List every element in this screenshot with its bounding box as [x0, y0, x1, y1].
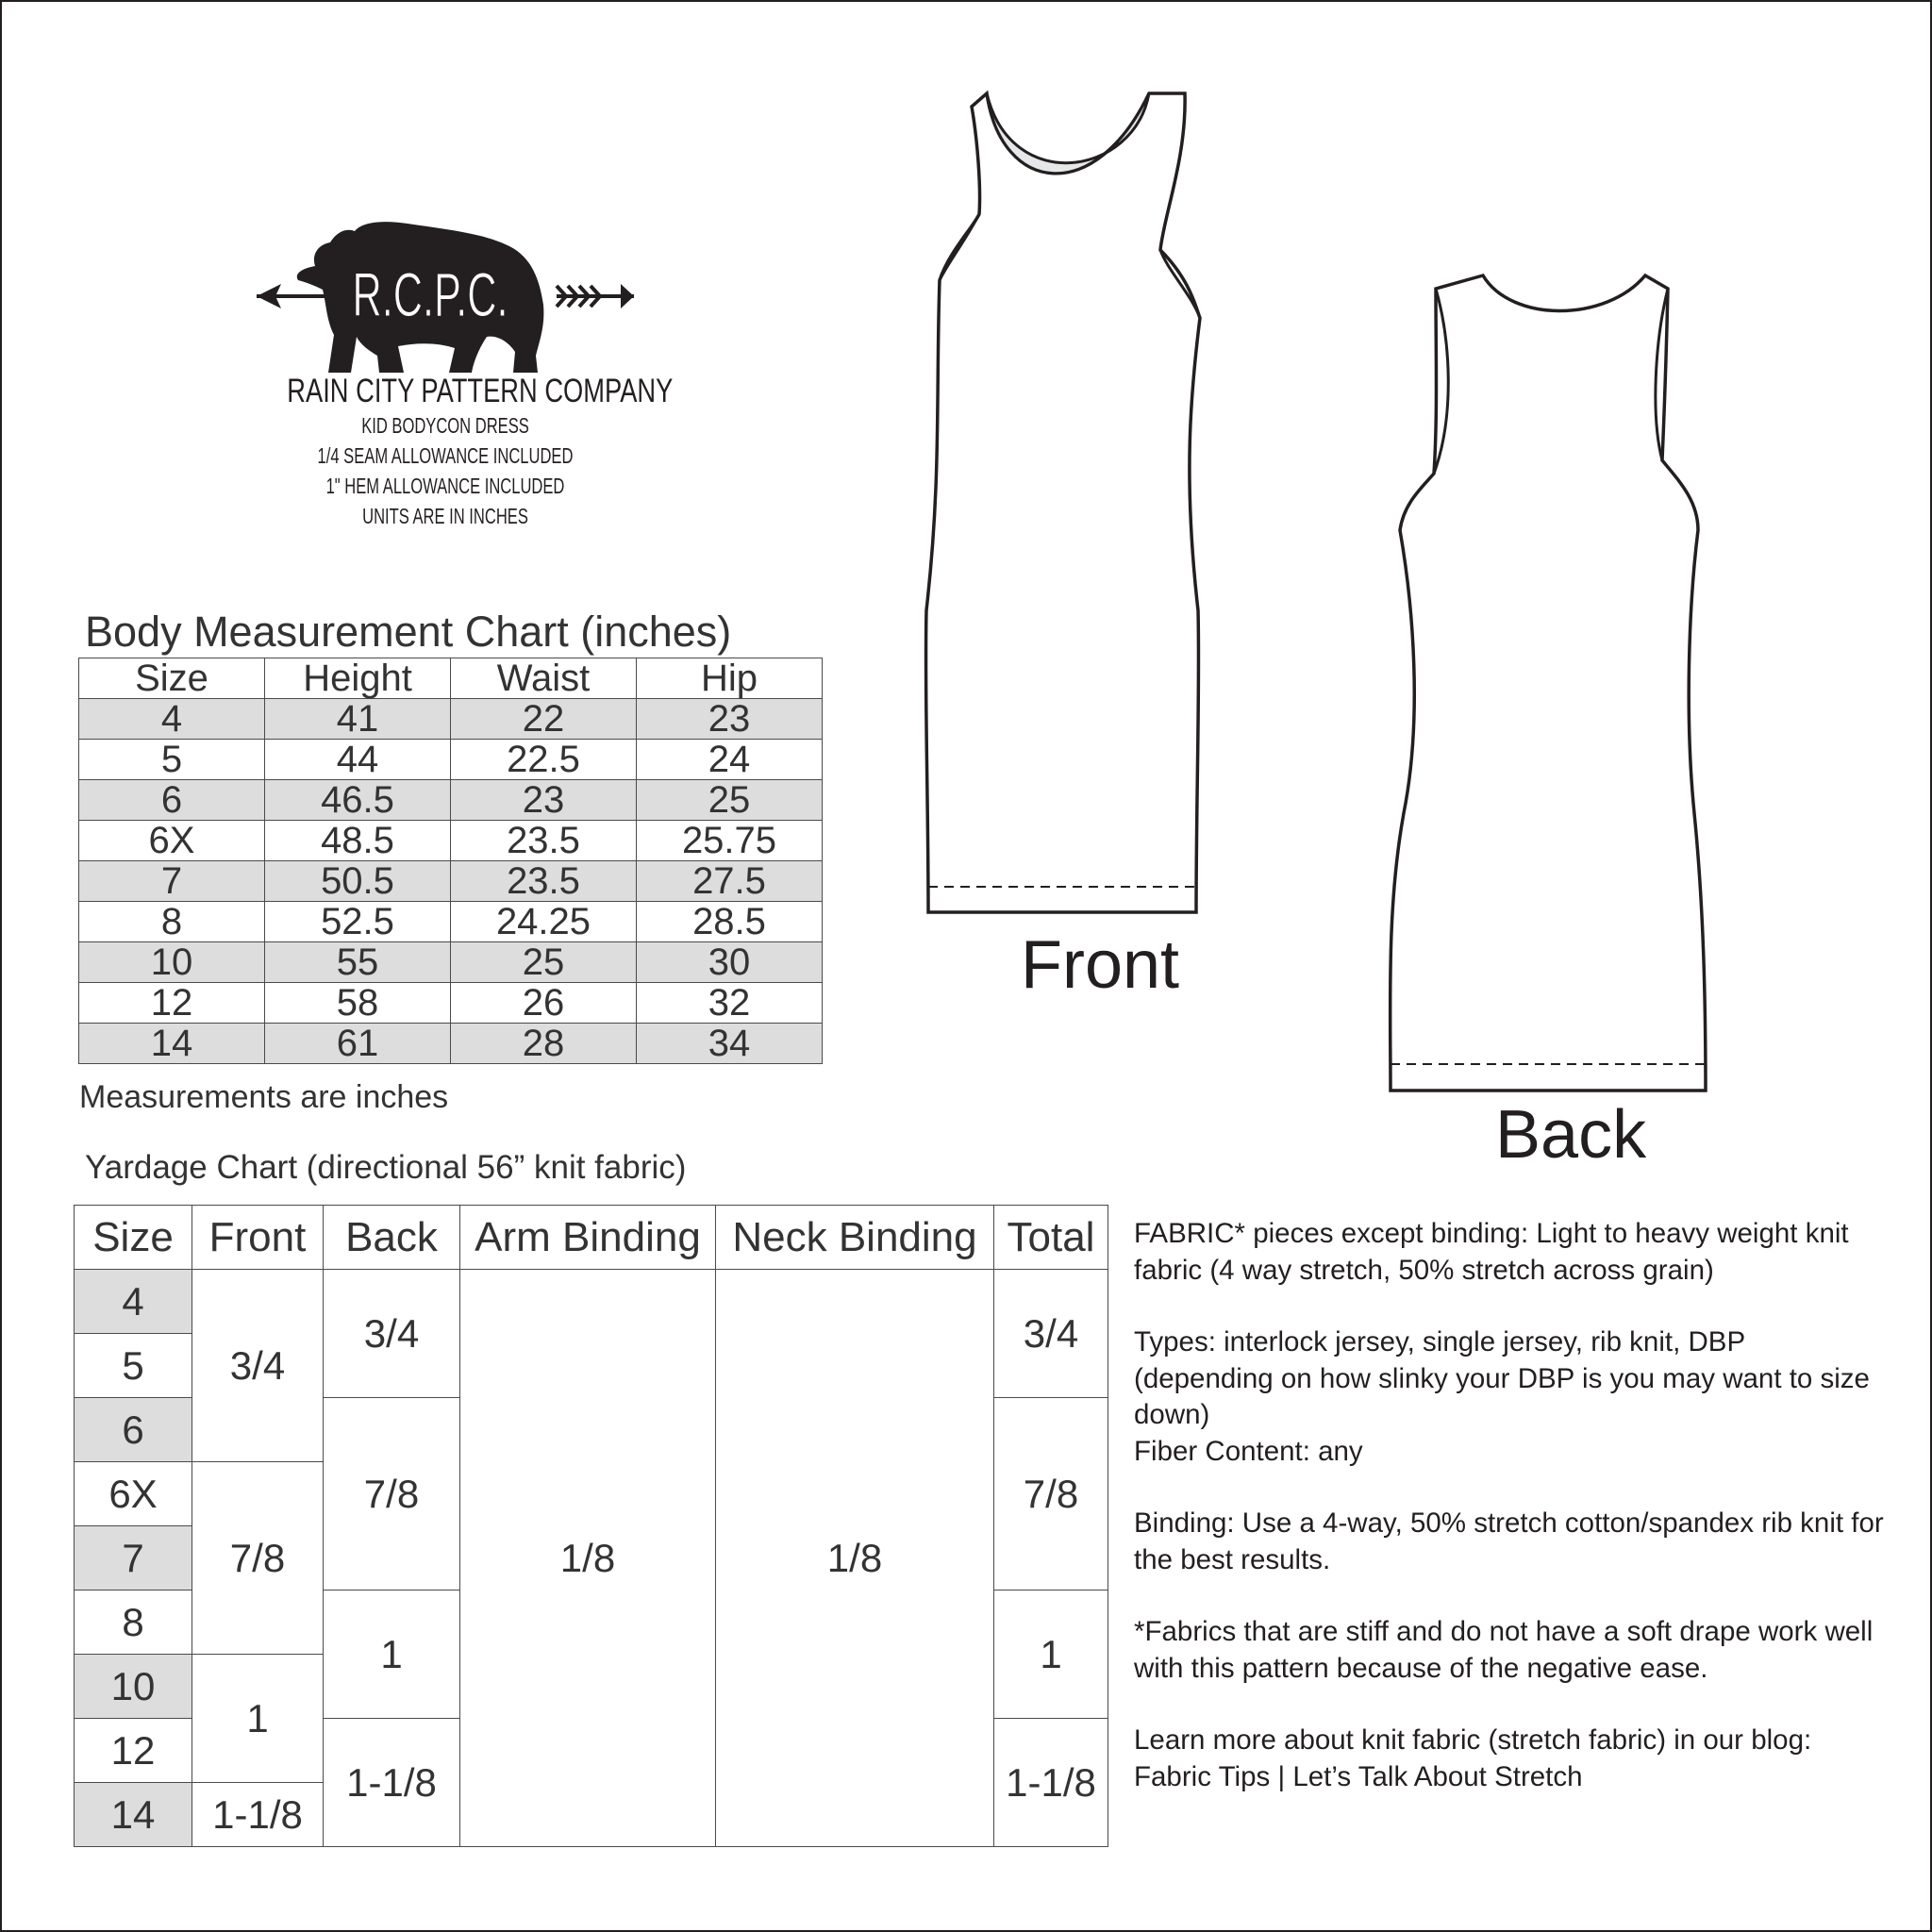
back-cell: 1-1/8: [324, 1719, 460, 1847]
table-row: [79, 942, 823, 983]
table-header-row: [75, 1206, 1108, 1270]
height-cell: 61: [265, 1024, 451, 1064]
total-cell: 7/8: [994, 1398, 1108, 1591]
front-cell: 1: [192, 1655, 324, 1783]
hip-cell: 25: [637, 780, 823, 821]
waist-cell: 24.25: [451, 902, 637, 942]
header-size: Size: [75, 1206, 192, 1270]
height-cell: 48.5: [265, 821, 451, 861]
right-arrow-icon: [557, 284, 634, 308]
height-cell: 41: [265, 699, 451, 740]
table-row: [79, 780, 823, 821]
neck-binding-cell: 1/8: [716, 1270, 994, 1847]
table-row: [79, 983, 823, 1024]
header-height: Height: [265, 658, 451, 699]
size-cell: 8: [79, 902, 265, 942]
yardage-chart-title: Yardage Chart (directional 56” knit fabric): [85, 1149, 687, 1186]
size-cell: 10: [75, 1655, 192, 1719]
arm-binding-cell: 1/8: [460, 1270, 716, 1847]
types-note: Types: interlock jersey, single jersey, rib knit, DBP (depending on how slinky your DBP is you may want to size down): [1134, 1326, 1870, 1430]
company-name: RAIN CITY PATTERN COMPANY: [287, 373, 674, 409]
pattern-name: KID BODYCON DRESS: [361, 413, 529, 438]
size-cell: 7: [75, 1526, 192, 1591]
front-cell: 1-1/8: [192, 1783, 324, 1847]
table-row: [79, 699, 823, 740]
hip-cell: 34: [637, 1024, 823, 1064]
table-row: [79, 821, 823, 861]
size-cell: 14: [79, 1024, 265, 1064]
back-dress-illustration: [1379, 266, 1775, 1096]
body-measurement-table: [78, 658, 823, 1064]
learn-more-note: Learn more about knit fabric (stretch fabric) in our blog: Fabric Tips | Let’s Talk About Stretch: [1134, 1724, 1812, 1792]
size-cell: 12: [75, 1719, 192, 1783]
seam-allowance-note: 1/4 SEAM ALLOWANCE INCLUDED: [317, 443, 574, 468]
header-total: Total: [994, 1206, 1108, 1270]
monogram-text: R.C.P.C.: [352, 259, 508, 329]
size-cell: 6X: [79, 821, 265, 861]
front-cell: 7/8: [192, 1462, 324, 1655]
size-cell: 12: [79, 983, 265, 1024]
hip-cell: 24: [637, 740, 823, 780]
bear-logo-icon: [257, 214, 643, 379]
header-neck-binding: Neck Binding: [716, 1206, 994, 1270]
height-cell: 52.5: [265, 902, 451, 942]
measurement-note: Measurements are inches: [79, 1079, 449, 1115]
height-cell: 58: [265, 983, 451, 1024]
size-cell: 4: [75, 1270, 192, 1334]
hip-cell: 30: [637, 942, 823, 983]
total-cell: 3/4: [994, 1270, 1108, 1398]
waist-cell: 22: [451, 699, 637, 740]
header-arm-binding: Arm Binding: [460, 1206, 716, 1270]
fiber-note: Fiber Content: any: [1134, 1435, 1363, 1467]
header-size: Size: [79, 658, 265, 699]
hip-cell: 25.75: [637, 821, 823, 861]
height-cell: 44: [265, 740, 451, 780]
size-cell: 6: [75, 1398, 192, 1462]
back-dress-outline: [1391, 275, 1706, 1091]
size-cell: 4: [79, 699, 265, 740]
hip-cell: 32: [637, 983, 823, 1024]
units-note: UNITS ARE IN INCHES: [362, 504, 528, 528]
back-cell: 3/4: [324, 1270, 460, 1398]
binding-note: Binding: Use a 4-way, 50% stretch cotton/spandex rib knit for the best results.: [1134, 1507, 1884, 1575]
header-hip: Hip: [637, 658, 823, 699]
total-cell: 1: [994, 1591, 1108, 1719]
back-cell: 7/8: [324, 1398, 460, 1591]
table-row: [75, 1270, 1108, 1334]
height-cell: 55: [265, 942, 451, 983]
waist-cell: 23.5: [451, 821, 637, 861]
table-row: [79, 1024, 823, 1064]
waist-cell: 26: [451, 983, 637, 1024]
back-cell: 1: [324, 1591, 460, 1719]
header-back: Back: [324, 1206, 460, 1270]
hip-cell: 23: [637, 699, 823, 740]
header-waist: Waist: [451, 658, 637, 699]
brand-block: [242, 373, 674, 531]
front-cell: 3/4: [192, 1270, 324, 1462]
hip-cell: 27.5: [637, 861, 823, 902]
waist-cell: 22.5: [451, 740, 637, 780]
table-row: [79, 740, 823, 780]
height-cell: 46.5: [265, 780, 451, 821]
waist-cell: 23: [451, 780, 637, 821]
waist-cell: 25: [451, 942, 637, 983]
size-cell: 5: [79, 740, 265, 780]
fabric-notes: [1134, 1216, 1889, 1831]
front-label: Front: [1021, 927, 1180, 1003]
header-front: Front: [192, 1206, 324, 1270]
size-cell: 6: [79, 780, 265, 821]
stiff-fabric-note: *Fabrics that are stiff and do not have a soft drape work well with this pattern because of the negative ease.: [1134, 1616, 1874, 1684]
hem-allowance-note: 1" HEM ALLOWANCE INCLUDED: [325, 474, 565, 498]
table-row: [79, 902, 823, 942]
table-header-row: [79, 658, 823, 699]
front-dress-illustration: [908, 82, 1304, 922]
size-cell: 5: [75, 1334, 192, 1398]
hip-cell: 28.5: [637, 902, 823, 942]
size-cell: 6X: [75, 1462, 192, 1526]
front-dress-outline: [925, 93, 1200, 912]
total-cell: 1-1/8: [994, 1719, 1108, 1847]
size-cell: 14: [75, 1783, 192, 1847]
size-cell: 7: [79, 861, 265, 902]
waist-cell: 28: [451, 1024, 637, 1064]
body-chart-title: Body Measurement Chart (inches): [85, 608, 732, 656]
table-row: [79, 861, 823, 902]
size-cell: 8: [75, 1591, 192, 1655]
size-cell: 10: [79, 942, 265, 983]
fabric-note: FABRIC* pieces except binding: Light to heavy weight knit fabric (4 way stretch, 50% stretch across grain): [1134, 1218, 1849, 1286]
back-label: Back: [1495, 1097, 1647, 1173]
height-cell: 50.5: [265, 861, 451, 902]
waist-cell: 23.5: [451, 861, 637, 902]
yardage-table: [74, 1205, 1108, 1847]
